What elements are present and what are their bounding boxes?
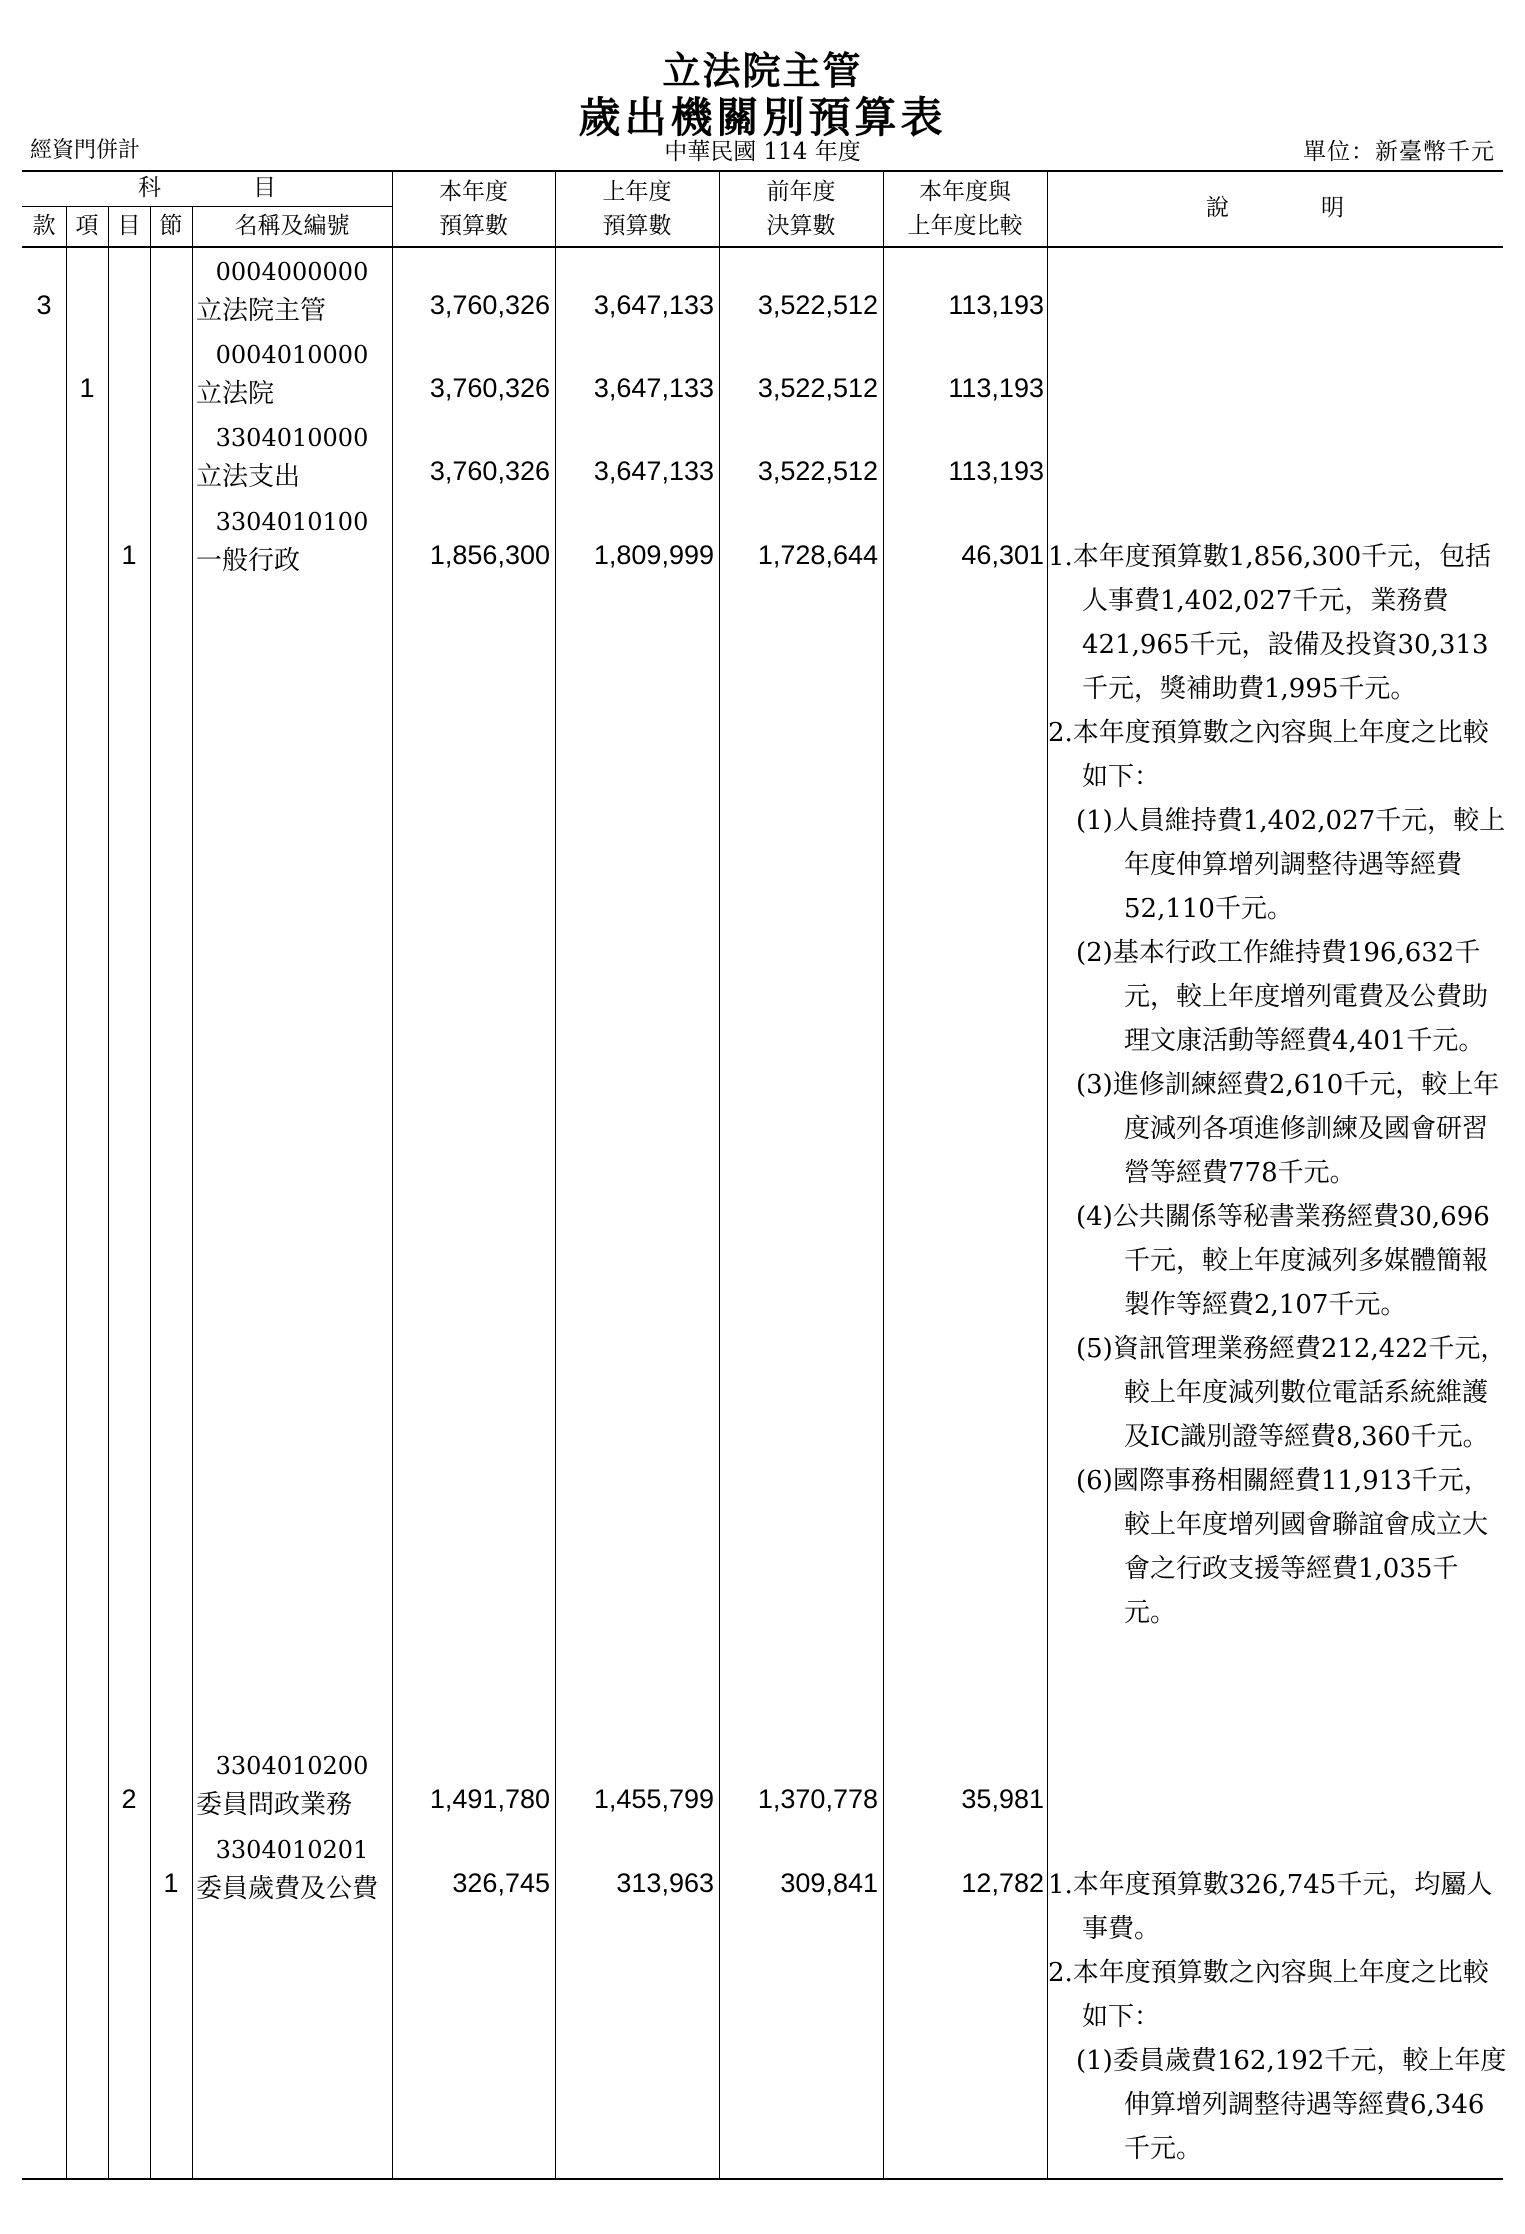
desc-subitem: (1)人員維持費1,402,027千元，較上年度伸算增列調整待遇等經費52,110千元。 [1076, 806, 1506, 924]
name-code-header: 名稱及編號 [234, 213, 350, 239]
row-current: 3,760,326 [429, 373, 550, 403]
desc-item: 1.本年度預算數326,745千元，均屬人事費。 [1048, 1870, 1493, 1944]
current-header-line2: 預算數 [439, 213, 508, 239]
row-prior: 3,647,133 [593, 290, 714, 320]
row-current: 326,745 [452, 1868, 550, 1898]
desc-item: 2.本年度預算數之內容與上年度之比較如下： [1048, 1958, 1489, 2032]
compare-header-line2: 上年度比較 [907, 213, 1023, 239]
desc-item: 1.本年度預算數1,856,300千元，包括人事費1,402,027千元，業務費421,965千元，設備及投資30,313千元，獎補助費1,995千元。 [1048, 542, 1492, 704]
desc-subitem: (3)進修訓練經費2,610千元，較上年度減列各項進修訓練及國會研習營等經費778千元。 [1076, 1070, 1500, 1188]
desc-subitem: (5)資訊管理業務經費212,422千元，較上年度減列數位電話系統維護及IC識別證等經費8,360千元。 [1076, 1334, 1507, 1452]
desc-item: 2.本年度預算數之內容與上年度之比較如下： [1048, 718, 1489, 792]
row-mu: 1 [121, 540, 137, 570]
prior-header-line2: 預算數 [602, 213, 672, 239]
row-final: 3,522,512 [757, 456, 878, 486]
row-diff: 35,981 [961, 1784, 1044, 1814]
final-header-line2: 決算數 [766, 213, 836, 239]
row-name: 一般行政 [196, 546, 301, 576]
row-final: 3,522,512 [757, 373, 878, 403]
row-code: 0004010000 [215, 341, 369, 369]
desc-subitem: (2)基本行政工作維持費196,632千元，較上年度增列電費及公費助理文康活動等經費4,401千元。 [1076, 938, 1489, 1056]
row-xiang: 1 [79, 373, 95, 403]
row-diff: 46,301 [961, 540, 1044, 570]
xiang-header: 項 [75, 213, 99, 239]
row-diff: 113,193 [948, 456, 1044, 486]
row-code: 0004000000 [215, 258, 369, 286]
table-bottom-border [22, 2178, 1503, 2180]
desc-subitem: (4)公共關係等秘書業務經費30,696千元，較上年度減列多媒體簡報製作等經費2,107千元。 [1076, 1202, 1490, 1320]
row-prior: 1,809,999 [593, 540, 714, 570]
col-line-xiang [108, 206, 109, 2178]
row-name: 立法支出 [196, 462, 301, 492]
fiscal-year: 中華民國 114 年度 [664, 139, 861, 165]
row-name: 立法院 [196, 379, 275, 409]
row-diff: 113,193 [948, 290, 1044, 320]
row-code: 3304010000 [215, 424, 369, 452]
description-general-admin [1048, 535, 1508, 1635]
final-header-line1: 前年度 [766, 179, 836, 205]
row-current: 1,856,300 [429, 540, 550, 570]
row-code: 3304010200 [215, 1752, 369, 1780]
page-title: 歲出機關別預算表 [578, 93, 947, 142]
row-final: 1,370,778 [757, 1784, 878, 1814]
current-header-line1: 本年度 [439, 179, 508, 205]
desc-subitem: (1)委員歲費162,192千元，較上年度伸算增列調整待遇等經費6,346千元。 [1076, 2046, 1507, 2164]
subject-divider [22, 206, 392, 207]
row-name: 委員問政業務 [196, 1790, 353, 1820]
row-final: 3,522,512 [757, 290, 878, 320]
subject-group-header: 科 目 [138, 175, 276, 201]
row-current: 3,760,326 [429, 456, 550, 486]
row-name: 委員歲費及公費 [196, 1874, 379, 1904]
row-current: 1,491,780 [429, 1784, 550, 1814]
agency-title: 立法院主管 [662, 48, 863, 93]
row-diff: 113,193 [948, 373, 1044, 403]
row-kuan: 3 [36, 290, 52, 320]
row-mu: 2 [121, 1784, 137, 1814]
row-code: 3304010201 [215, 1836, 369, 1864]
header-bottom-border [22, 246, 1503, 248]
compare-header-line1: 本年度與 [919, 179, 1011, 205]
row-prior: 3,647,133 [593, 456, 714, 486]
unit-label: 單位：新臺幣千元 [1303, 139, 1495, 165]
row-diff: 12,782 [961, 1868, 1044, 1898]
col-line-kuan [66, 206, 67, 2178]
row-final: 1,728,644 [757, 540, 878, 570]
row-prior: 1,455,799 [593, 1784, 714, 1814]
row-jie: 1 [163, 1868, 179, 1898]
description-header: 說 明 [1206, 195, 1344, 221]
description-member-salary [1048, 1863, 1508, 2171]
desc-subitem: (6)國際事務相關經費11,913千元，較上年度增列國會聯誼會成立大會之行政支援等經費1,035千元。 [1076, 1466, 1490, 1628]
prior-header-line1: 上年度 [602, 179, 672, 205]
col-line-jie [192, 206, 193, 2178]
row-name: 立法院主管 [196, 296, 327, 326]
row-final: 309,841 [780, 1868, 878, 1898]
row-prior: 3,647,133 [593, 373, 714, 403]
category-label: 經資門併計 [30, 138, 141, 163]
jie-header: 節 [159, 213, 183, 239]
row-code: 3304010100 [215, 508, 369, 536]
kuan-header: 款 [32, 213, 56, 239]
row-prior: 313,963 [616, 1868, 714, 1898]
mu-header: 目 [117, 213, 141, 239]
row-current: 3,760,326 [429, 290, 550, 320]
